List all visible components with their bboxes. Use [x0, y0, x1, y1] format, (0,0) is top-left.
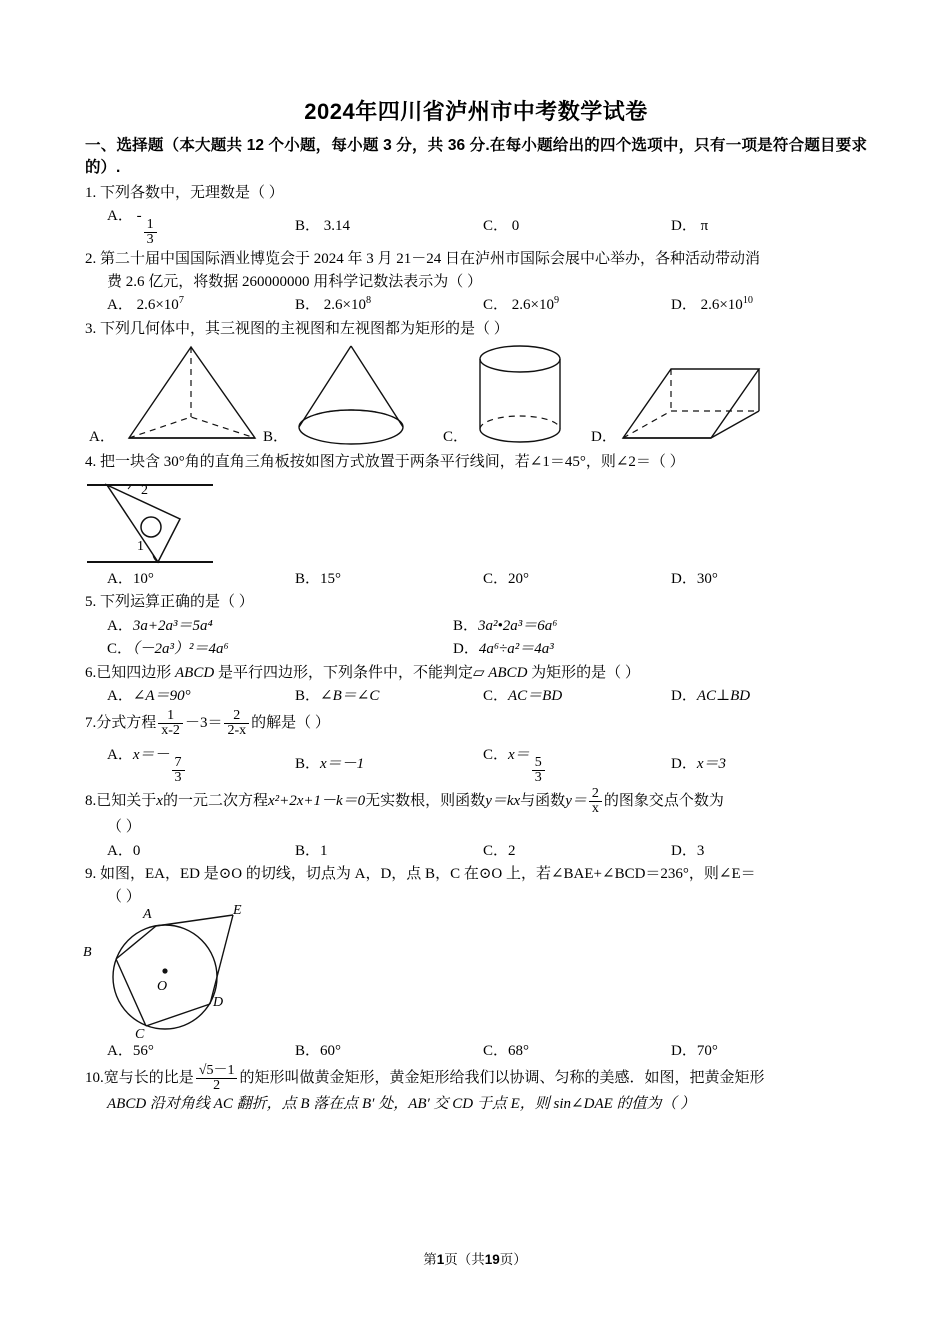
option-1-B[interactable]: B． 3.14	[295, 218, 351, 235]
question-3	[85, 318, 867, 341]
option-7-D[interactable]: D．x＝3	[671, 756, 727, 773]
option-1-D[interactable]: D． π	[671, 218, 709, 235]
question-9	[85, 863, 867, 908]
option-5-B[interactable]: B．3a²•2a³＝6a⁶	[453, 617, 558, 634]
option-2-B[interactable]: B． $2.6\times 10^8$	[295, 295, 372, 314]
question-2-number: 2.	[85, 251, 97, 268]
figure-3-label-C: C．	[443, 429, 469, 446]
option-5-C[interactable]: C．（－2a³）²＝4a⁶	[107, 641, 229, 658]
option-2-A[interactable]: A． $2.6\times 10^7$	[107, 295, 184, 314]
page-content	[85, 95, 867, 1117]
option-9-A[interactable]: A．56°	[107, 1043, 154, 1060]
center-label-O: O	[157, 979, 168, 995]
option-1-C[interactable]: C． 0	[483, 218, 520, 235]
question-6-number: 6.	[85, 664, 97, 681]
fraction-1-over-x-minus-2: $\frac{1}{x-2}$	[158, 709, 183, 739]
question-2-stem-line2: 费 2.6 亿元，将数据 260000000 用科学记数法表示为（ ）	[107, 273, 483, 290]
option-8-D[interactable]: D．3	[671, 842, 705, 859]
triangular-pyramid-figure	[113, 343, 273, 448]
option-6-A[interactable]: A．∠A＝90°	[107, 688, 191, 705]
option-6-C[interactable]: C．AC＝BD	[483, 688, 563, 705]
fraction-5-over-3: $\frac{5}{3}$	[532, 756, 545, 786]
question-5-options-row2	[85, 638, 867, 661]
option-5-A[interactable]: A．3a+2a³＝5a⁴	[107, 617, 213, 634]
page-footer: 第1页（共19页）	[423, 1252, 527, 1267]
question-3-stem: 下列几何体中，其三视图的主视图和左视图都为矩形的是（ ）	[100, 320, 509, 337]
option-2-D[interactable]: D． $2.6\times 10^{10}$	[671, 295, 753, 314]
question-9-figure	[83, 903, 867, 1043]
question-4	[85, 451, 867, 474]
option-9-C[interactable]: C．68°	[483, 1043, 530, 1060]
quad-name-abcd-1: ABCD	[175, 664, 215, 681]
angle-label-1-q4: 1	[137, 538, 144, 554]
option-2-C[interactable]: C． $2.6\times 10^9$	[483, 295, 560, 314]
question-7-number: 7.	[85, 715, 97, 732]
question-2-stem-line1: 第二十届中国国际酒业博览会于 2024 年 3 月 21－24 日在泸州市国际会展中心举办，各种活动带动消	[100, 251, 761, 268]
question-4-figure	[85, 475, 867, 567]
question-10: 10. 宽与长的比是 $\frac{√5-1}{2}$ 的矩形叫做黄金矩形，黄金矩形给我们以协调、匀称的美感．如图，把黄金矩形 ABCD 沿对角线 AC 翻折，点 B 落在点 B′ 处，AB′ 交 CD 于点 E，则 sin∠DAE 的值为（ ）	[85, 1062, 765, 1113]
figure-3-label-B: B．	[263, 429, 289, 446]
question-9-stem-line1: 如图，EA，ED 是⊙O 的切线，切点为 A，D，点 B，C 在⊙O 上，若∠BAE+∠BCD＝236°，则∠E＝	[100, 866, 756, 883]
option-4-A[interactable]: A．10°	[107, 570, 154, 587]
question-5-stem: 下列运算正确的是（ ）	[100, 594, 254, 611]
option-8-C[interactable]: C．2	[483, 842, 516, 859]
question-8-number: 8.	[85, 793, 97, 810]
fraction-one-third: $\frac{1}{3}$	[144, 218, 157, 248]
triangular-prism-figure	[611, 343, 776, 448]
question-6-options	[85, 685, 867, 708]
option-9-B[interactable]: B．60°	[295, 1043, 342, 1060]
point-label-E: E	[233, 903, 242, 919]
footer-total-pages: 19	[484, 1252, 500, 1267]
figure-3-label-A: A．	[89, 429, 115, 446]
question-4-options	[85, 568, 867, 591]
option-7-B[interactable]: B．x＝－1	[295, 756, 365, 773]
question-6: 6.已知四边形 ABCD 是平行四边形，下列条件中，不能判定▱ ABCD 为矩形的是（ ）	[85, 664, 640, 681]
question-1-number: 1.	[85, 184, 97, 201]
question-2	[85, 248, 867, 293]
footer-page-number: 1	[436, 1252, 445, 1267]
minus-sign: -	[136, 208, 142, 225]
question-9-options	[85, 1040, 867, 1063]
question-8-stem-line2: （ ）	[107, 819, 141, 836]
option-9-D[interactable]: D．70°	[671, 1043, 718, 1060]
question-10-stem-line2: ABCD 沿对角线 AC 翻折，点 B 落在点 B′ 处，AB′ 交 CD 于点 E，则 sin∠DAE 的值为（ ）	[107, 1096, 696, 1113]
option-1-A[interactable]: A． - $\frac{1}{3}$	[107, 205, 295, 247]
question-7-options	[85, 744, 867, 786]
cone-figure	[281, 343, 421, 448]
point-label-D: D	[213, 995, 224, 1011]
question-5-number: 5.	[85, 594, 97, 611]
option-7-A[interactable]: A．x＝－ $\frac{7}{3}$	[107, 744, 295, 786]
question-10-number: 10.	[85, 1070, 104, 1087]
fraction-7-over-3: $\frac{7}{3}$	[172, 756, 185, 786]
question-1-options	[85, 205, 867, 247]
option-6-B[interactable]: B．∠B＝∠C	[295, 688, 380, 705]
question-4-number: 4.	[85, 454, 97, 471]
option-4-C[interactable]: C．20°	[483, 570, 530, 587]
fraction-2-over-x: $\frac{2}{x}$	[589, 787, 602, 817]
figure-3-label-D: D．	[591, 429, 617, 446]
question-9-number: 9.	[85, 866, 97, 883]
quadratic-equation: x²+2x+1－k＝0	[267, 793, 366, 810]
circle-tangent-figure	[93, 909, 283, 1039]
question-3-number: 3.	[85, 320, 97, 337]
page-title: 2024年四川省泸州市中考数学试卷	[304, 99, 648, 124]
point-label-A: A	[143, 907, 152, 923]
question-7: 7. 分式方程 $\frac{1}{x-2}$ －3＝ $\frac{2}{2-x}$ 的解是（ ）	[85, 707, 330, 738]
question-4-stem: 把一块含 30°角的直角三角板按如图方式放置于两条平行线间，若∠1＝45°，则∠2＝（ ）	[100, 454, 685, 471]
question-8-options	[85, 840, 867, 863]
point-label-C: C	[135, 1027, 145, 1043]
fraction-golden-ratio: $\frac{√5-1}{2}$	[196, 1064, 238, 1094]
question-1	[85, 182, 867, 205]
angle-label-2-q4: 2	[141, 482, 148, 498]
question-8: 8. 已知关于 x 的一元二次方程 x²+2x+1－k＝0 无实数根，则函数 y＝kx 与函数 y＝ $\frac{2}{x}$ 的图象交点个数为 （ ）	[85, 785, 724, 836]
option-8-B[interactable]: B．1	[295, 842, 328, 859]
question-1-stem: 下列各数中，无理数是（ ）	[100, 184, 284, 201]
option-5-D[interactable]: D．4a⁶÷a²＝4a³	[453, 641, 554, 658]
question-5	[85, 591, 867, 614]
triangle-between-parallel-lines-figure	[85, 477, 235, 569]
quad-name-abcd-2: ABCD	[488, 664, 528, 681]
question-9-stem-line2: （ ）	[107, 888, 141, 905]
option-7-C[interactable]: C．x＝ $\frac{5}{3}$	[483, 744, 671, 786]
point-label-B: B	[83, 945, 92, 961]
section-heading: 一、选择题（本大题共 12 个小题，每小题 3 分，共 36 分.在每小题给出的四个选项中，只有一项是符合题目要求的）.	[85, 137, 867, 177]
option-8-A[interactable]: A．0	[107, 842, 141, 859]
option-6-D[interactable]: D．AC⊥BD	[671, 688, 751, 705]
question-3-figures	[85, 341, 867, 451]
fraction-2-over-2-minus-x: $\frac{2}{2-x}$	[224, 709, 249, 739]
option-4-D[interactable]: D．30°	[671, 570, 718, 587]
option-4-B[interactable]: B．15°	[295, 570, 342, 587]
cylinder-figure	[465, 343, 575, 448]
question-2-options	[85, 294, 867, 317]
question-5-options-row1	[85, 615, 867, 638]
